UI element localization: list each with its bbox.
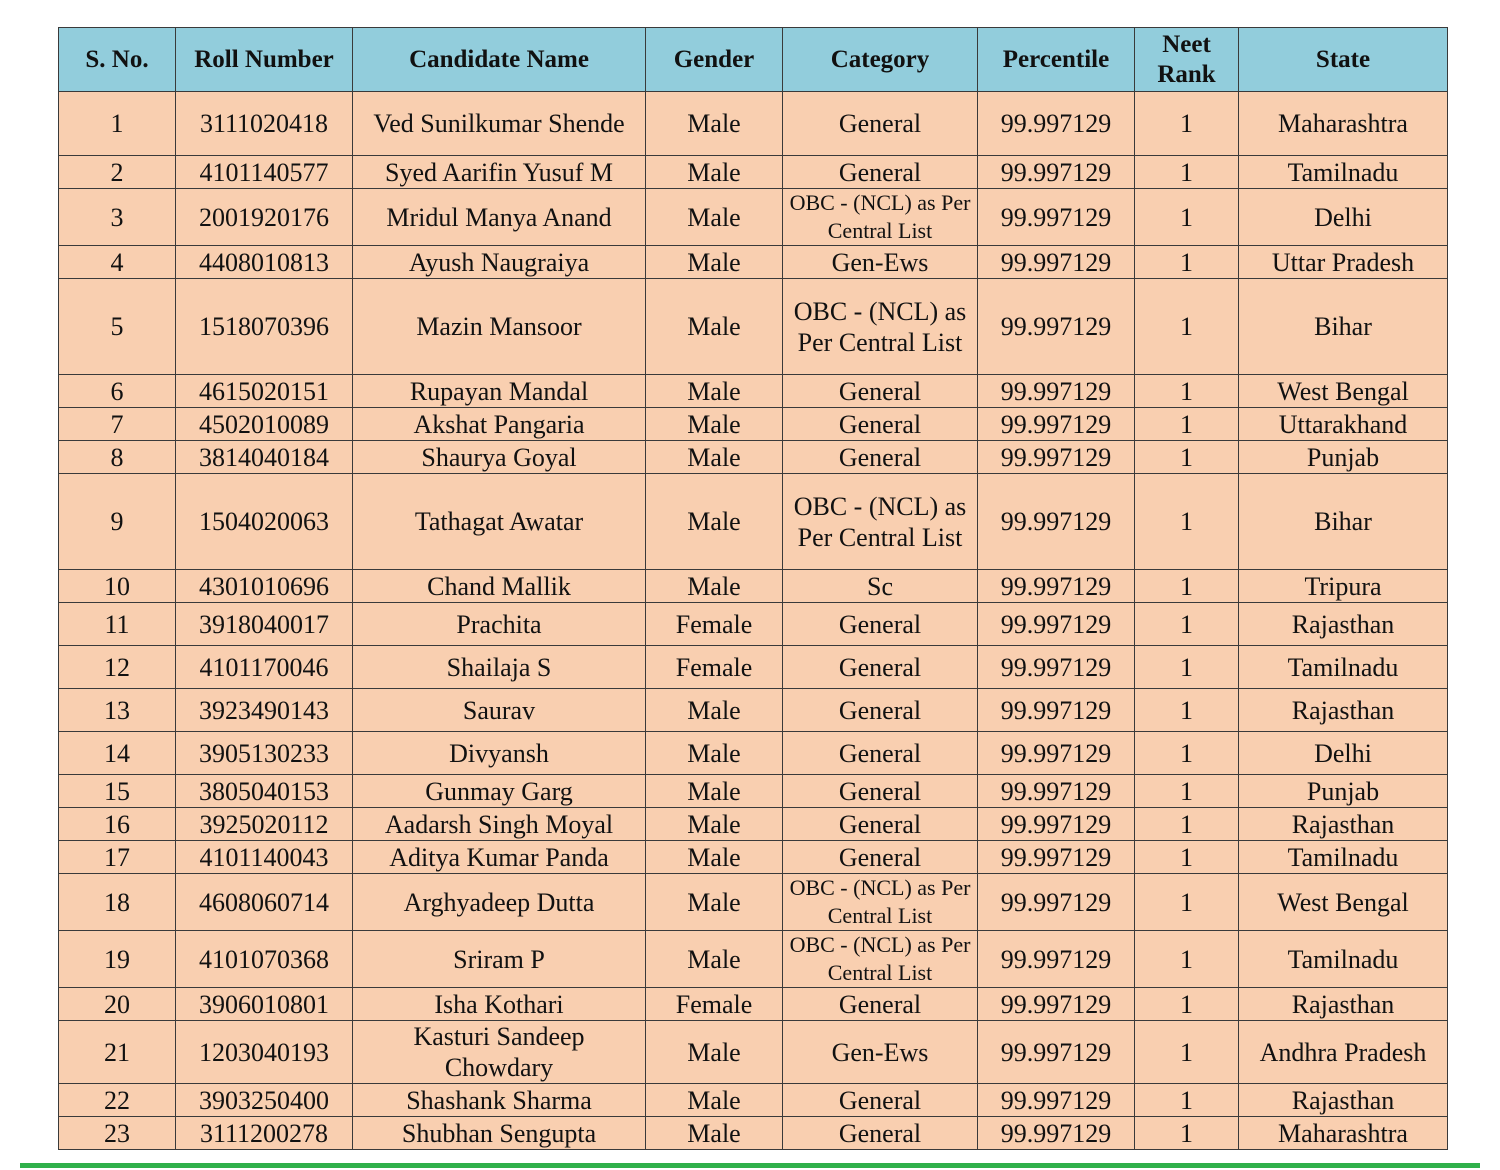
cell-candidate-name: Isha Kothari xyxy=(353,988,646,1021)
cell-candidate-name: Tathagat Awatar xyxy=(353,474,646,570)
cell-category: General xyxy=(783,375,978,408)
cell-category: Sc xyxy=(783,570,978,603)
table-row xyxy=(59,603,1448,646)
cell-candidate-name: Shailaja S xyxy=(353,646,646,689)
cell-gender: Male xyxy=(646,375,783,408)
table-row xyxy=(59,156,1448,189)
cell-gender: Female xyxy=(646,646,783,689)
cell-candidate-name: Saurav xyxy=(353,689,646,732)
cell-gender: Male xyxy=(646,246,783,279)
cell-roll-number: 2001920176 xyxy=(176,189,353,246)
cell-candidate-name: Shaurya Goyal xyxy=(353,441,646,474)
cell-candidate-name: Aadarsh Singh Moyal xyxy=(353,808,646,841)
cell-percentile: 99.997129 xyxy=(978,808,1135,841)
cell-gender: Male xyxy=(646,841,783,874)
cell-percentile: 99.997129 xyxy=(978,474,1135,570)
table-row xyxy=(59,1021,1448,1084)
cell-neet-rank: 1 xyxy=(1135,279,1239,375)
cell-percentile: 99.997129 xyxy=(978,732,1135,775)
cell-gender: Male xyxy=(646,808,783,841)
cell-roll-number: 1203040193 xyxy=(176,1021,353,1084)
cell-neet-rank: 1 xyxy=(1135,92,1239,156)
cell-candidate-name: Chand Mallik xyxy=(353,570,646,603)
cell-state: Andhra Pradesh xyxy=(1239,1021,1448,1084)
cell-percentile: 99.997129 xyxy=(978,931,1135,988)
cell-state: Tamilnadu xyxy=(1239,841,1448,874)
cell-sno: 7 xyxy=(59,408,176,441)
cell-neet-rank: 1 xyxy=(1135,441,1239,474)
column-header-percentile: Percentile xyxy=(978,28,1135,92)
cell-neet-rank: 1 xyxy=(1135,775,1239,808)
cell-candidate-name: Rupayan Mandal xyxy=(353,375,646,408)
cell-state: Rajasthan xyxy=(1239,1084,1448,1117)
cell-sno: 18 xyxy=(59,874,176,931)
cell-sno: 11 xyxy=(59,603,176,646)
cell-roll-number: 3906010801 xyxy=(176,988,353,1021)
cell-neet-rank: 1 xyxy=(1135,689,1239,732)
cell-roll-number: 3814040184 xyxy=(176,441,353,474)
cell-category: OBC - (NCL) as Per Central List xyxy=(783,874,978,931)
footer-divider xyxy=(20,1163,1480,1168)
cell-category: Gen-Ews xyxy=(783,246,978,279)
cell-percentile: 99.997129 xyxy=(978,775,1135,808)
cell-percentile: 99.997129 xyxy=(978,1021,1135,1084)
cell-neet-rank: 1 xyxy=(1135,189,1239,246)
cell-sno: 21 xyxy=(59,1021,176,1084)
cell-category: General xyxy=(783,988,978,1021)
cell-percentile: 99.997129 xyxy=(978,646,1135,689)
table-row xyxy=(59,570,1448,603)
cell-neet-rank: 1 xyxy=(1135,156,1239,189)
cell-neet-rank: 1 xyxy=(1135,603,1239,646)
cell-percentile: 99.997129 xyxy=(978,375,1135,408)
cell-percentile: 99.997129 xyxy=(978,874,1135,931)
cell-neet-rank: 1 xyxy=(1135,808,1239,841)
cell-state: Rajasthan xyxy=(1239,988,1448,1021)
cell-candidate-name: Prachita xyxy=(353,603,646,646)
cell-percentile: 99.997129 xyxy=(978,603,1135,646)
cell-state: Tamilnadu xyxy=(1239,156,1448,189)
table-body xyxy=(59,92,1448,1150)
cell-roll-number: 4408010813 xyxy=(176,246,353,279)
cell-roll-number: 4615020151 xyxy=(176,375,353,408)
cell-category: General xyxy=(783,603,978,646)
cell-sno: 4 xyxy=(59,246,176,279)
cell-neet-rank: 1 xyxy=(1135,1021,1239,1084)
cell-sno: 16 xyxy=(59,808,176,841)
column-header-sno: S. No. xyxy=(59,28,176,92)
cell-category: General xyxy=(783,1084,978,1117)
cell-state: Punjab xyxy=(1239,775,1448,808)
cell-candidate-name: Sriram P xyxy=(353,931,646,988)
cell-gender: Male xyxy=(646,1084,783,1117)
cell-sno: 20 xyxy=(59,988,176,1021)
table-row xyxy=(59,375,1448,408)
cell-neet-rank: 1 xyxy=(1135,988,1239,1021)
cell-candidate-name: Shubhan Sengupta xyxy=(353,1117,646,1150)
cell-neet-rank: 1 xyxy=(1135,408,1239,441)
cell-category: General xyxy=(783,408,978,441)
cell-category: OBC - (NCL) as Per Central List xyxy=(783,279,978,375)
cell-neet-rank: 1 xyxy=(1135,1084,1239,1117)
table-row xyxy=(59,874,1448,931)
cell-category: General xyxy=(783,646,978,689)
cell-roll-number: 3903250400 xyxy=(176,1084,353,1117)
cell-gender: Male xyxy=(646,474,783,570)
table-row xyxy=(59,646,1448,689)
cell-state: Rajasthan xyxy=(1239,603,1448,646)
cell-gender: Male xyxy=(646,92,783,156)
cell-neet-rank: 1 xyxy=(1135,931,1239,988)
column-header-category: Category xyxy=(783,28,978,92)
cell-gender: Male xyxy=(646,874,783,931)
table-row xyxy=(59,931,1448,988)
cell-sno: 5 xyxy=(59,279,176,375)
cell-roll-number: 3923490143 xyxy=(176,689,353,732)
cell-sno: 10 xyxy=(59,570,176,603)
cell-category: General xyxy=(783,841,978,874)
cell-candidate-name: Divyansh xyxy=(353,732,646,775)
cell-state: Uttar Pradesh xyxy=(1239,246,1448,279)
cell-gender: Male xyxy=(646,689,783,732)
cell-percentile: 99.997129 xyxy=(978,441,1135,474)
cell-percentile: 99.997129 xyxy=(978,570,1135,603)
cell-candidate-name: Shashank Sharma xyxy=(353,1084,646,1117)
cell-neet-rank: 1 xyxy=(1135,1117,1239,1150)
cell-sno: 9 xyxy=(59,474,176,570)
cell-category: General xyxy=(783,92,978,156)
column-header-state: State xyxy=(1239,28,1448,92)
cell-roll-number: 1504020063 xyxy=(176,474,353,570)
cell-neet-rank: 1 xyxy=(1135,375,1239,408)
table-row xyxy=(59,689,1448,732)
cell-state: Delhi xyxy=(1239,732,1448,775)
cell-percentile: 99.997129 xyxy=(978,279,1135,375)
column-header-gender: Gender xyxy=(646,28,783,92)
cell-state: Bihar xyxy=(1239,279,1448,375)
cell-neet-rank: 1 xyxy=(1135,732,1239,775)
cell-neet-rank: 1 xyxy=(1135,246,1239,279)
cell-category: General xyxy=(783,156,978,189)
cell-candidate-name: Aditya Kumar Panda xyxy=(353,841,646,874)
cell-percentile: 99.997129 xyxy=(978,92,1135,156)
cell-roll-number: 3111200278 xyxy=(176,1117,353,1150)
cell-gender: Male xyxy=(646,570,783,603)
cell-candidate-name: Akshat Pangaria xyxy=(353,408,646,441)
cell-state: Rajasthan xyxy=(1239,808,1448,841)
cell-roll-number: 3918040017 xyxy=(176,603,353,646)
cell-candidate-name: Syed Aarifin Yusuf M xyxy=(353,156,646,189)
cell-sno: 1 xyxy=(59,92,176,156)
cell-sno: 19 xyxy=(59,931,176,988)
cell-state: Maharashtra xyxy=(1239,1117,1448,1150)
cell-roll-number: 4301010696 xyxy=(176,570,353,603)
cell-percentile: 99.997129 xyxy=(978,189,1135,246)
cell-category: General xyxy=(783,808,978,841)
table-row xyxy=(59,775,1448,808)
cell-candidate-name: Mazin Mansoor xyxy=(353,279,646,375)
cell-roll-number: 4101140043 xyxy=(176,841,353,874)
cell-roll-number: 3925020112 xyxy=(176,808,353,841)
table-row xyxy=(59,1084,1448,1117)
cell-category: General xyxy=(783,441,978,474)
cell-sno: 8 xyxy=(59,441,176,474)
cell-neet-rank: 1 xyxy=(1135,874,1239,931)
cell-sno: 15 xyxy=(59,775,176,808)
cell-category: Gen-Ews xyxy=(783,1021,978,1084)
cell-category: General xyxy=(783,775,978,808)
cell-roll-number: 4101070368 xyxy=(176,931,353,988)
cell-state: Uttarakhand xyxy=(1239,408,1448,441)
cell-gender: Male xyxy=(646,1021,783,1084)
cell-state: West Bengal xyxy=(1239,375,1448,408)
cell-percentile: 99.997129 xyxy=(978,408,1135,441)
cell-sno: 23 xyxy=(59,1117,176,1150)
cell-category: OBC - (NCL) as Per Central List xyxy=(783,474,978,570)
cell-gender: Male xyxy=(646,732,783,775)
table-row xyxy=(59,279,1448,375)
cell-percentile: 99.997129 xyxy=(978,1084,1135,1117)
cell-gender: Male xyxy=(646,1117,783,1150)
cell-gender: Male xyxy=(646,775,783,808)
cell-roll-number: 4101140577 xyxy=(176,156,353,189)
table-header-row xyxy=(59,28,1448,92)
cell-state: Tripura xyxy=(1239,570,1448,603)
table-row xyxy=(59,474,1448,570)
cell-percentile: 99.997129 xyxy=(978,156,1135,189)
cell-category: General xyxy=(783,732,978,775)
cell-percentile: 99.997129 xyxy=(978,988,1135,1021)
table-row xyxy=(59,92,1448,156)
cell-gender: Male xyxy=(646,441,783,474)
cell-state: Maharashtra xyxy=(1239,92,1448,156)
cell-gender: Female xyxy=(646,988,783,1021)
cell-percentile: 99.997129 xyxy=(978,689,1135,732)
cell-sno: 13 xyxy=(59,689,176,732)
cell-roll-number: 4101170046 xyxy=(176,646,353,689)
cell-gender: Male xyxy=(646,408,783,441)
results-table xyxy=(58,27,1448,1150)
column-header-roll-number: Roll Number xyxy=(176,28,353,92)
cell-roll-number: 3111020418 xyxy=(176,92,353,156)
cell-gender: Male xyxy=(646,189,783,246)
cell-neet-rank: 1 xyxy=(1135,646,1239,689)
cell-sno: 14 xyxy=(59,732,176,775)
table-row xyxy=(59,441,1448,474)
cell-candidate-name: Arghyadeep Dutta xyxy=(353,874,646,931)
cell-sno: 3 xyxy=(59,189,176,246)
cell-neet-rank: 1 xyxy=(1135,841,1239,874)
cell-sno: 2 xyxy=(59,156,176,189)
cell-sno: 22 xyxy=(59,1084,176,1117)
cell-gender: Male xyxy=(646,931,783,988)
column-header-neet-rank: Neet Rank xyxy=(1135,28,1239,92)
cell-gender: Female xyxy=(646,603,783,646)
cell-roll-number: 4502010089 xyxy=(176,408,353,441)
cell-neet-rank: 1 xyxy=(1135,570,1239,603)
cell-candidate-name: Ayush Naugraiya xyxy=(353,246,646,279)
cell-roll-number: 3805040153 xyxy=(176,775,353,808)
cell-state: Tamilnadu xyxy=(1239,646,1448,689)
table-row xyxy=(59,988,1448,1021)
cell-category: OBC - (NCL) as Per Central List xyxy=(783,189,978,246)
cell-roll-number: 3905130233 xyxy=(176,732,353,775)
cell-gender: Male xyxy=(646,279,783,375)
table-row xyxy=(59,1117,1448,1150)
table-row xyxy=(59,246,1448,279)
cell-roll-number: 1518070396 xyxy=(176,279,353,375)
cell-state: Bihar xyxy=(1239,474,1448,570)
cell-category: General xyxy=(783,1117,978,1150)
cell-sno: 12 xyxy=(59,646,176,689)
cell-percentile: 99.997129 xyxy=(978,841,1135,874)
cell-candidate-name: Ved Sunilkumar Shende xyxy=(353,92,646,156)
table-row xyxy=(59,408,1448,441)
cell-category: General xyxy=(783,689,978,732)
cell-state: Punjab xyxy=(1239,441,1448,474)
cell-sno: 17 xyxy=(59,841,176,874)
cell-candidate-name: Gunmay Garg xyxy=(353,775,646,808)
cell-state: Tamilnadu xyxy=(1239,931,1448,988)
cell-candidate-name: Mridul Manya Anand xyxy=(353,189,646,246)
cell-state: West Bengal xyxy=(1239,874,1448,931)
cell-category: OBC - (NCL) as Per Central List xyxy=(783,931,978,988)
cell-percentile: 99.997129 xyxy=(978,246,1135,279)
cell-gender: Male xyxy=(646,156,783,189)
cell-candidate-name: Kasturi Sandeep Chowdary xyxy=(353,1021,646,1084)
cell-roll-number: 4608060714 xyxy=(176,874,353,931)
table-row xyxy=(59,841,1448,874)
cell-sno: 6 xyxy=(59,375,176,408)
table-row xyxy=(59,189,1448,246)
cell-state: Rajasthan xyxy=(1239,689,1448,732)
cell-percentile: 99.997129 xyxy=(978,1117,1135,1150)
cell-neet-rank: 1 xyxy=(1135,474,1239,570)
table-row xyxy=(59,808,1448,841)
column-header-candidate-name: Candidate Name xyxy=(353,28,646,92)
table-row xyxy=(59,732,1448,775)
cell-state: Delhi xyxy=(1239,189,1448,246)
